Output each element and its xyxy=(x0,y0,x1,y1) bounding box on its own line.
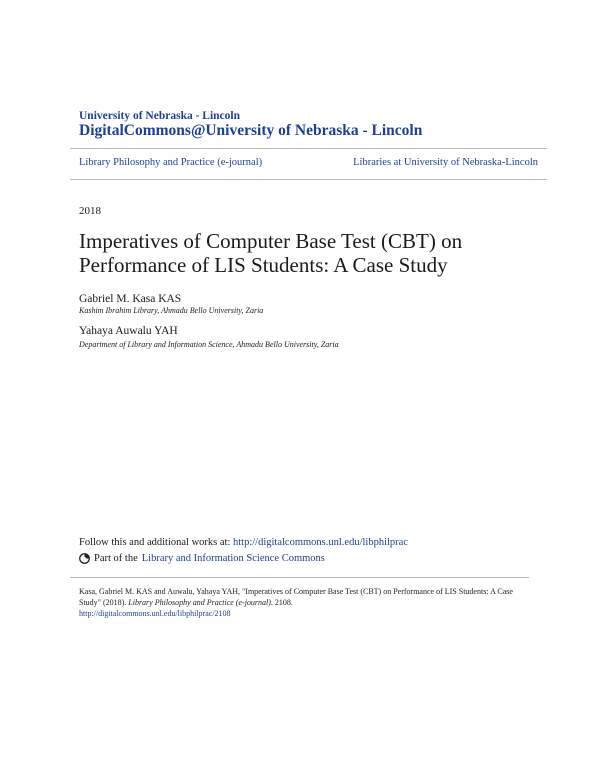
author-name: Gabriel M. Kasa KAS xyxy=(79,293,182,305)
follow-line xyxy=(79,537,408,548)
libraries-link[interactable]: Libraries at University of Nebraska-Lincoln xyxy=(353,157,538,168)
author-name: Yahaya Auwalu YAH xyxy=(79,325,178,337)
citation-number: . 2108. xyxy=(270,598,293,607)
journal-link[interactable]: Library Philosophy and Practice (e-journal) xyxy=(79,157,263,168)
citation-journal: Library Philosophy and Practice (e-journal) xyxy=(128,598,271,607)
header-divider xyxy=(70,179,547,180)
follow-text: Follow this and additional works at: xyxy=(79,537,233,548)
recommended-citation xyxy=(79,586,534,619)
citation-url-link[interactable]: http://digitalcommons.unl.edu/libphilprac/2108 xyxy=(79,609,231,618)
author-affiliation: Department of Library and Information Science, Ahmadu Bello University, Zaria xyxy=(79,340,339,349)
follow-url-link[interactable]: http://digitalcommons.unl.edu/libphilprac xyxy=(233,537,408,548)
citation-text: Kasa, Gabriel M. KAS and Auwalu, Yahaya YAH, "Imperatives of Computer Base Test (CBT) on Performance of LIS Students: A Case Study" (2018). xyxy=(79,587,513,607)
author-affiliation: Kashim Ibrahim Library, Ahmadu Bello University, Zaria xyxy=(79,306,264,315)
commons-network-icon xyxy=(79,553,90,564)
footer-divider xyxy=(70,577,529,578)
paper-title: Imperatives of Computer Base Test (CBT) on Performance of LIS Students: A Case Study xyxy=(79,229,463,277)
university-name[interactable]: University of Nebraska - Lincoln xyxy=(79,110,240,122)
repository-name[interactable]: DigitalCommons@University of Nebraska - Lincoln xyxy=(79,122,423,139)
part-of-line xyxy=(79,553,325,564)
part-of-text: Part of the xyxy=(94,553,138,564)
top-divider xyxy=(70,148,547,149)
commons-link[interactable]: Library and Information Science Commons xyxy=(141,553,325,564)
publication-year: 2018 xyxy=(79,205,101,217)
